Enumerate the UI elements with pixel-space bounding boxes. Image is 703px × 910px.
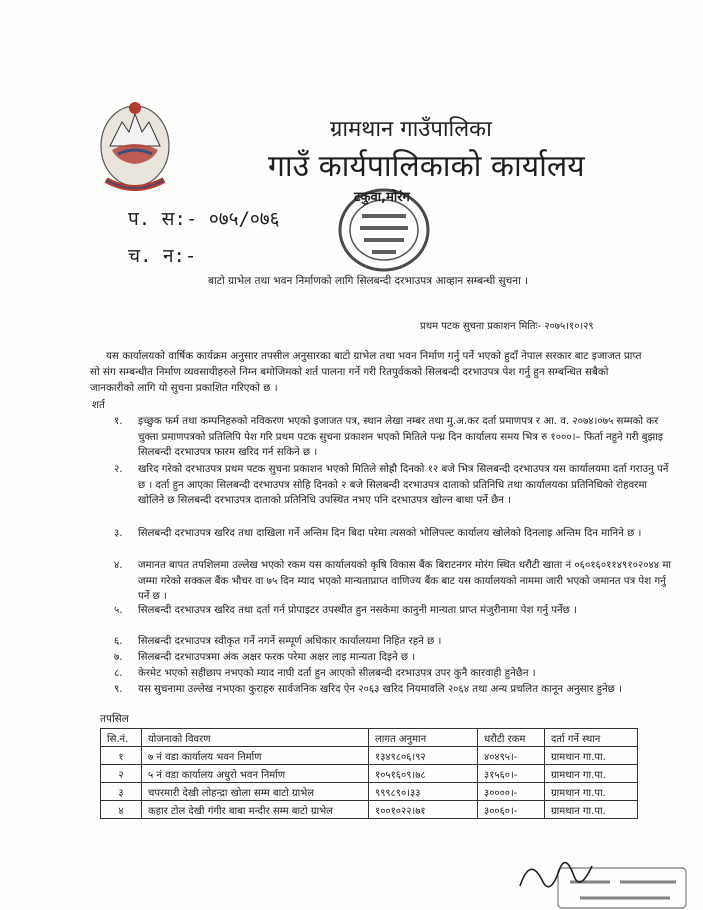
table-row: [101, 747, 638, 765]
condition-number: २.: [114, 464, 123, 475]
condition-number: १.: [114, 416, 123, 427]
cell-deposit: ३१५६०।-: [478, 765, 545, 783]
table-title: तपसिल: [100, 713, 129, 725]
cell-description: चपरमारी देखी लोहन्द्रा खोला सम्म बाटो ग्राभेल: [142, 783, 369, 801]
cell-sn: ३: [101, 783, 142, 801]
col-header-cost-estimate: लागत अनुमान: [369, 729, 478, 747]
condition-text: केरमेट भएको सहीछाप नभएको म्याद नाघी दर्ता हुन आएको सीलबन्दी दरभाउपत्र उपर कुनै कारवाही हुनेछैन ।: [138, 668, 536, 679]
cell-place: ग्रामथान गा.पा.: [545, 801, 638, 819]
cell-cost: १३४९८०६।९२: [369, 747, 478, 765]
condition-text: यस सुचनामा उल्लेख नभएका कुराहरु सार्वजनिक खरिद ऐन २०६३ खरिद नियमावलि २०६४ तथा अन्य प्रचलित कानून अनुसार हुनेछ ।: [138, 684, 622, 695]
cell-place: ग्रामथान गा.पा.: [545, 765, 638, 783]
condition-number: ७.: [114, 652, 123, 663]
cell-deposit: ३००६०।-: [478, 801, 545, 819]
condition-text: खरिद गरेको दरभाउपत्र प्रथम पटक सुचना प्रकाशन भएको मितिले सोह्रौ दिनको १२ बजे भित्र सिलबन्दी दरभाउपत्र यस कार्यालयमा दर्ता गराउनु पर्ने छ । दर्ता हुन आएका सिलबन्दी दरभाउपत्र सोहि दिनको २ बजे सिलबन्दी दरभाउपत्र दाताको प्रतिनिधि तथा कार्यालयका प्रतिनिधिको रोहवरमा खोलिने छ सिलबन्दी दरभाउपत्र दाताको प्रतिनिधि उपस्थित नभए पनि दरभाउपत्र खोल्न बाधा पर्ने छैन ।: [138, 464, 669, 506]
intro-paragraph: यस कार्यालयको वार्षिक कार्यक्रम अनुसार तपसील अनुसारका बाटो ग्राभेल तथा भवन निर्माण गर्नु पर्ने भएको हुदाँ नेपाल सरकार बाट इजाजत प्राप्त सो संग सम्बन्धीत निर्माण व्यवसायीहरुले निम्न बमोजिमको शर्त पालना गर्ने गरी रितपुर्वकको सिलबन्दी दरभाउपत्र पेश गर्नु हुन सम्बन्धित सबैको जानकारीको लागि यो सुचना प्रकाशित गरिएको छ ।: [90, 350, 642, 394]
cell-description: ७ नं वडा कार्यालय भवन निर्माण: [142, 747, 369, 765]
table-row: [101, 801, 638, 819]
cell-description: ५ नं वडा कार्यालय अधुरो भवन निर्माण: [142, 765, 369, 783]
publication-date: प्रथम पटक सुचना प्रकाशन मितिः- २०७५।१०।२९: [420, 321, 594, 332]
cell-cost: १०५१६०९।७८: [369, 765, 478, 783]
signature-stamp-icon: [500, 846, 700, 910]
cell-sn: १: [101, 747, 142, 765]
office-location: टकुवा,मोरंग: [354, 190, 410, 205]
table-row: [101, 783, 638, 801]
table-row: [101, 765, 638, 783]
chalani-number: च. न:-: [128, 245, 197, 267]
cell-deposit: ४०४९५।-: [478, 747, 545, 765]
cell-description: कहार टोल देखी गंगीर बाबा मन्दीर सम्म बाटो ग्राभेल: [142, 801, 369, 819]
condition-text: सिलबन्दी दरभाउपत्र स्वीकृत गर्ने नगर्ने सम्पूर्ण अधिकार कार्यालयमा निहित रहने छ ।: [138, 636, 442, 647]
conditions-label: शर्त: [92, 399, 105, 411]
nepal-emblem-icon: [96, 88, 174, 208]
cell-cost: ९९९८९०।३३: [369, 783, 478, 801]
condition-text: सिलबन्दी दरभाउपत्र खरिद तथा दाखिला गर्ने अन्तिम दिन बिदा परेमा त्यसको भोलिपल्ट कार्यालय खोलेको दिनलाइ अन्तिम दिन मानिने छ ।: [138, 528, 642, 539]
cell-cost: १००१०२२।७१: [369, 801, 478, 819]
condition-number: ३.: [114, 528, 123, 539]
condition-number: ८.: [114, 668, 123, 679]
municipality-name: ग्रामथान गाउँपालिका: [330, 117, 492, 142]
condition-number: ९.: [114, 684, 123, 695]
col-header-deposit: धरौटी रकम: [478, 729, 545, 747]
condition-text: जमानत बापत तपशिलमा उल्लेख भएको रकम यस कार्यालयको कृषि विकास बैंक बिराटनगर मोरंग स्थित धरौटी खाता नं ०६०१६०११४९१०२०४४ मा जम्मा गरेको सक्कल बैंक भौचर वा ७५ दिन म्याद भएको मान्यताप्राप्त वाणिज्य बैंक बाट यस कार्यालयको नाममा जारी भएको जमानत पत्र पेश गर्नु पर्ने छ ।: [138, 560, 672, 602]
condition-text: इच्छुक फर्म तथा कम्पनिहरुको नविकरण भएको इजाजत पत्र, स्थान लेखा नम्बर तथा मु.अ.कर दर्ता प्रमाणपत्र र आ. व. २०७४।०७५ सम्मको कर चुक्ता प्रमाणपत्रको प्रतिलिपि पेश गरि प्रथम पटक सुचना प्रकाशन भएको मितिले पन्ध्र दिन कार्यालय समय भित्र रु १०००।– फिर्ता नहुने गरी बुझाइ सिलबन्दी दरभाउपत्र फारम खरिद गर्न सकिने छ ।: [138, 416, 663, 458]
col-header-sn: सि.नं.: [101, 729, 142, 747]
cell-place: ग्रामथान गा.पा.: [545, 783, 638, 801]
condition-text: सिलबन्दी दरभाउपत्र खरिद तथा दर्ता गर्न प्रोपाइटर उपस्थीत हुन नसकेमा कानुनी मान्यता प्राप्त मंजुरीनामा पेश गर्नु पर्नेछ ।: [138, 605, 577, 616]
col-header-description: योजनाको विवरण: [142, 729, 369, 747]
project-table: [100, 728, 638, 819]
col-header-registration-place: दर्ता गर्ने स्थान: [545, 729, 638, 747]
notice-subject: बाटो ग्राभेल तथा भवन निर्माणको लागि सिलबन्दी दरभाउपत्र आव्हान सम्बन्धी सुचना ।: [208, 275, 529, 287]
condition-number: ५.: [114, 605, 123, 616]
condition-number: ४.: [114, 560, 123, 571]
condition-text: सिलबन्दी दरभाउपत्रमा अंक अक्षर फरक परेमा अक्षर लाइ मान्यता दिइने छ ।: [138, 652, 416, 663]
cell-place: ग्रामथान गा.पा.: [545, 747, 638, 765]
condition-number: ६.: [114, 636, 123, 647]
cell-sn: ४: [101, 801, 142, 819]
cell-sn: २: [101, 765, 142, 783]
cell-deposit: ३००००।-: [478, 783, 545, 801]
office-title: गाउँ कार्यपालिकाको कार्यालय: [268, 149, 585, 184]
table-header-row: [101, 729, 638, 747]
patra-sankhya: प. स:- ०७५/०७६: [128, 208, 280, 230]
